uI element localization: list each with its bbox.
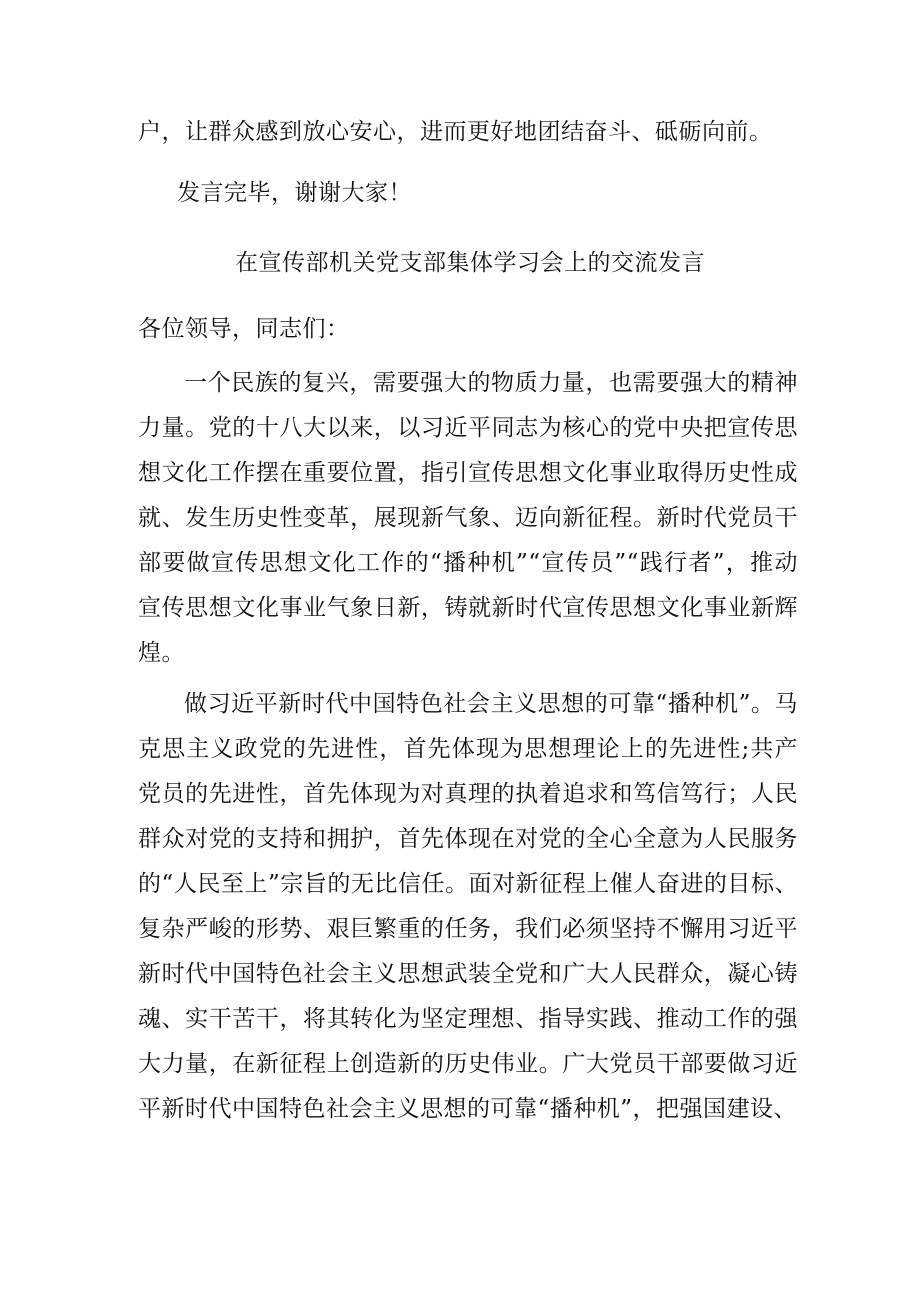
paragraph-intro: 一个民族的复兴，需要强大的物质力量，也需要强大的精神力量。党的十八大以来，以习近平同志为核心的党中央把宣传思想文化工作摆在重要位置，指引宣传思想文化事业取得历史性成就、发生历史性变革，展现新气象、迈向新征程。新时代党员干部要做宣传思想文化工作的“播种机”“宣传员”“践行者”，推动宣传思想文化事业气象日新，铸就新时代宣传思想文化事业新辉煌。 [138,370,798,666]
salutation: 各位领导，同志们： [138,316,350,342]
closing-line: 发言完毕，谢谢大家！ [177,180,412,206]
continuation-line: 户，让群众感到放心安心，进而更好地团结奋斗、砥砺向前。 [138,119,773,145]
paragraph-broadcaster: 做习近平新时代中国特色社会主义思想的可靠“播种机”。马克思主义政党的先进性，首先体现为思想理论上的先进性;共产党员的先进性，首先体现为对真理的执着追求和笃信笃行；人民群众对党的支持和拥护，首先体现在对党的全心全意为人民服务的“人民至上”宗旨的无比信任。面对新征程上催人奋进的目标、复杂严峻的形势、艰巨繁重的任务，我们必须坚持不懈用习近平新时代中国特色社会主义思想武装全党和广大人民群众，凝心铸魂、实干苦干，将其转化为坚定理想、指导实践、推动工作的强大力量，在新征程上创造新的历史伟业。广大党员干部要做习近平新时代中国特色社会主义思想的可靠“播种机”，把强国建设、 [138,691,798,1122]
speech-title: 在宣传部机关党支部集体学习会上的交流发言 [235,250,705,276]
